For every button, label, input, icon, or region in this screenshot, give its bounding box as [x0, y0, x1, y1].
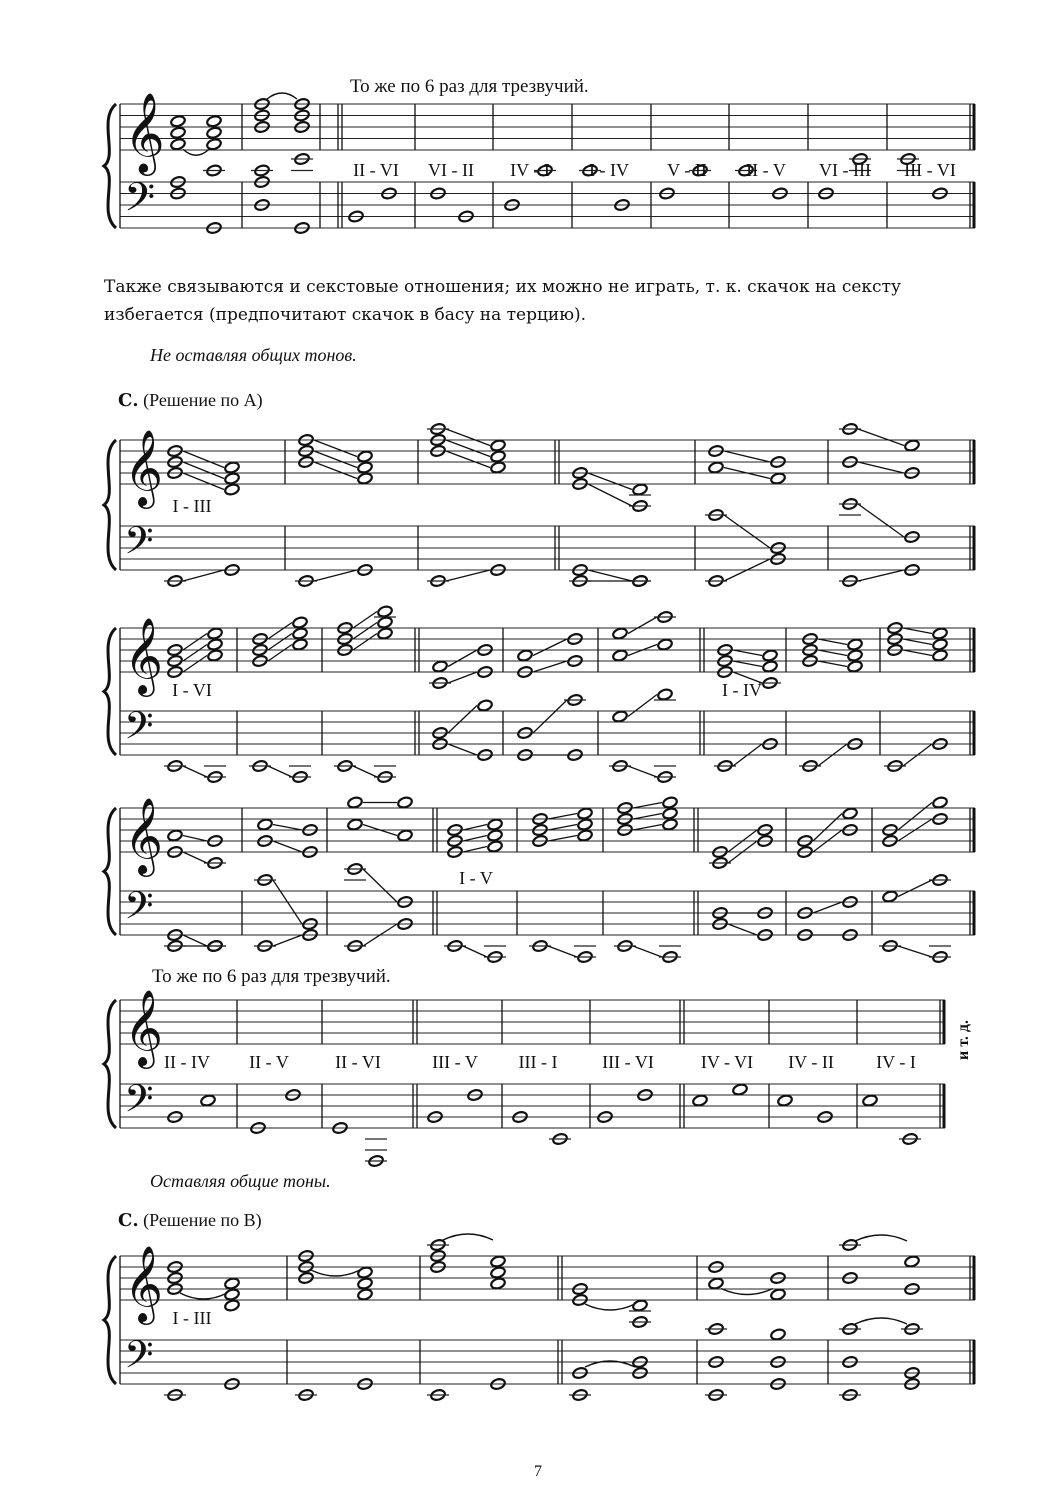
- roman-numeral-label: IV - I: [510, 160, 550, 180]
- body-paragraph: Также связываются и секстовые отношения; их можно не играть, т. к. скачок на сексту избегается (предпочитают скачок в басу на терцию).: [104, 277, 901, 325]
- whole-note: [224, 1277, 240, 1290]
- roman-numeral-label: II - IV: [164, 1052, 210, 1072]
- roman-numeral-label: I - III: [172, 496, 212, 516]
- treble-clef: 𝄞: [124, 617, 164, 694]
- tie-arc: [585, 1304, 635, 1310]
- roman-numeral-label: IV - VI: [700, 1052, 754, 1072]
- roman-numeral-label: III - V: [432, 1052, 478, 1072]
- whole-note: [490, 1266, 506, 1279]
- roman-numeral-label: IV - I: [876, 1052, 916, 1072]
- roman-numeral-label: II - VI: [353, 160, 399, 180]
- bass-clef: 𝄢: [124, 518, 154, 572]
- bass-clef: 𝄢: [124, 883, 154, 937]
- page-number: 7: [534, 1463, 542, 1480]
- treble-clef: 𝄞: [124, 1245, 164, 1322]
- bass-clef: 𝄢: [124, 1076, 154, 1130]
- whole-note: [632, 1299, 648, 1312]
- roman-numeral-label: III - I: [518, 1052, 558, 1072]
- whole-note: [357, 1288, 373, 1301]
- roman-numeral-label: II - V: [249, 1052, 289, 1072]
- section-caption: То же по 6 раз для трезвучий.: [152, 966, 391, 987]
- roman-numeral-label: I - V: [459, 868, 493, 888]
- treble-clef: 𝄞: [124, 429, 164, 506]
- whole-note: [490, 1255, 506, 1268]
- exercise-letter: С.: [118, 390, 139, 411]
- whole-note: [770, 1328, 786, 1341]
- roman-numeral-label: II - V: [746, 160, 786, 180]
- whole-note: [904, 1255, 920, 1268]
- bass-clef: 𝄢: [124, 703, 154, 757]
- whole-note: [770, 1288, 786, 1301]
- roman-numeral-label: V - II: [667, 160, 707, 180]
- treble-clef: 𝄞: [124, 989, 164, 1066]
- whole-note: [224, 1288, 240, 1301]
- tie-arc: [180, 1293, 227, 1299]
- section-heading: Оставляя общие тоны.: [150, 1171, 331, 1191]
- section-heading: Не оставляя общих тонов.: [150, 345, 357, 365]
- roman-numeral-label: I - IV: [722, 680, 762, 700]
- exercise-label-text: (Решение по A): [138, 390, 263, 410]
- treble-clef: 𝄞: [124, 797, 164, 874]
- roman-numeral-label: I - VI: [172, 680, 212, 700]
- etc-side-text: и т. д.: [955, 1020, 972, 1060]
- roman-numeral-label: II - VI: [335, 1052, 381, 1072]
- whole-note: [490, 1277, 506, 1290]
- bass-clef: 𝄢: [124, 174, 156, 231]
- roman-numeral-label: III - VI: [602, 1052, 654, 1072]
- tie-arc: [855, 1318, 907, 1324]
- tie-arc: [443, 1234, 493, 1240]
- whole-note: [357, 1266, 373, 1279]
- whole-note: [357, 1277, 373, 1290]
- whole-note: [224, 1299, 240, 1312]
- roman-numeral-label: IV - II: [788, 1052, 834, 1072]
- brace: [104, 1256, 116, 1384]
- exercise-label-text: (Решение по B): [138, 1210, 262, 1230]
- tie-arc: [311, 1270, 360, 1276]
- exercise-letter: С.: [118, 1210, 139, 1231]
- roman-numeral-label: I - III: [172, 1308, 212, 1328]
- roman-numeral-label: VI - III: [819, 160, 871, 180]
- roman-numeral-label: I - IV: [589, 160, 629, 180]
- treble-clef: 𝄞: [124, 93, 165, 173]
- roman-numeral-label: III - VI: [904, 160, 956, 180]
- section-caption: То же по 6 раз для трезвучий.: [350, 76, 589, 97]
- bass-clef: 𝄢: [124, 1332, 154, 1386]
- tie-arc: [855, 1235, 907, 1241]
- roman-numeral-label: VI - II: [428, 160, 474, 180]
